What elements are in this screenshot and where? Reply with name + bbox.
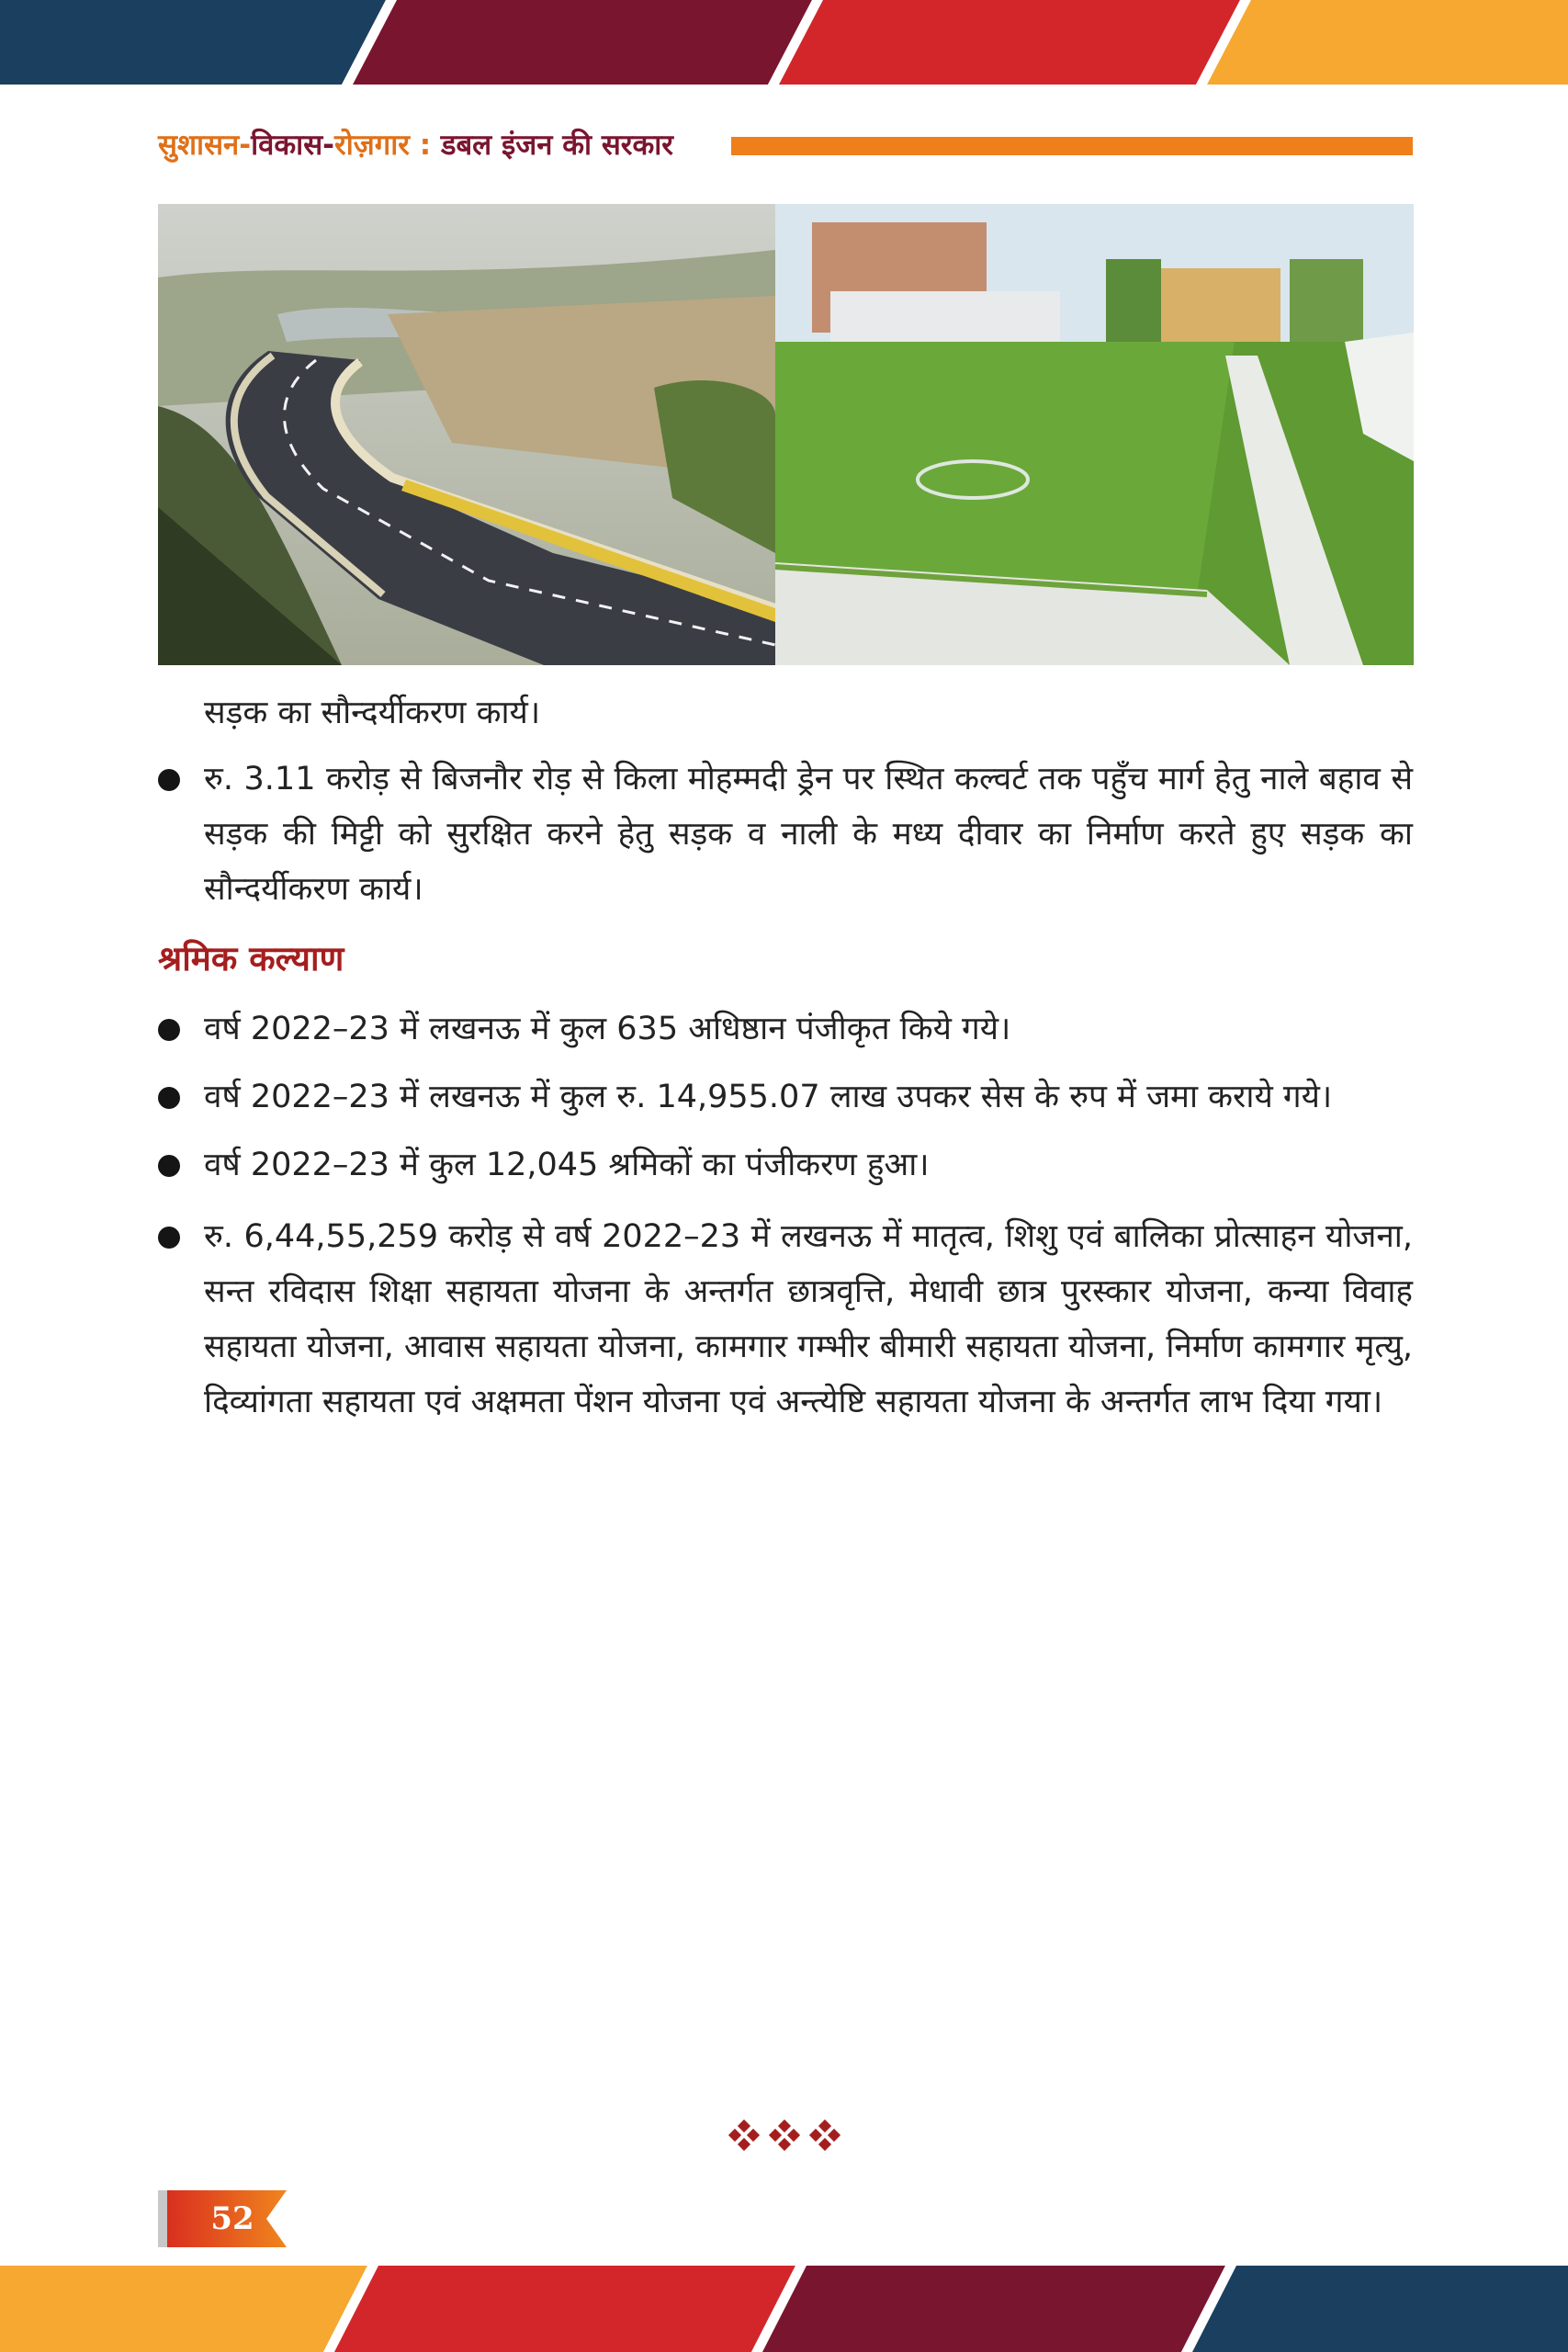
filled-circle-icon bbox=[158, 1019, 180, 1041]
list-item-text: वर्ष 2022–23 में लखनऊ में कुल रु. 14,955.07 लाख उपकर सेस के रुप में जमा कराये गये। bbox=[204, 1079, 1333, 1115]
running-header bbox=[158, 125, 1413, 165]
continuation-text: सड़क का सौन्दर्यीकरण कार्य। bbox=[204, 695, 541, 731]
bottom-color-band bbox=[0, 2266, 1568, 2352]
header-title-rozgar: रोज़गार : bbox=[334, 129, 441, 162]
filled-circle-icon bbox=[158, 769, 180, 791]
top-color-band bbox=[0, 0, 1568, 85]
section-heading-shramik-kalyan: श्रमिक कल्याण bbox=[158, 939, 344, 978]
photo-elevated-road bbox=[158, 204, 775, 665]
page-number: 52 bbox=[210, 2200, 254, 2237]
header-title-sushasan: सुशासन- bbox=[158, 129, 252, 162]
filled-circle-icon bbox=[158, 1155, 180, 1177]
header-title-vikas: विकास- bbox=[251, 129, 335, 162]
list-item-text: रु. 3.11 करोड़ से बिजनौर रोड़ से किला मोहम्मदी ड्रेन पर स्थित कल्वर्ट तक पहुँच मार्ग हेतु नाले बहाव से सड़क की मिट्टी को सुरक्षित करने हेतु सड़क व नाली के मध्य दीवार का निर्माण करते हुए सड़क का सौन्दर्यीकरण कार्य। bbox=[204, 761, 1413, 908]
header-title bbox=[158, 125, 673, 165]
header-title-sarkar: डबल इंजन की सरकार bbox=[440, 129, 673, 162]
list-item-text: वर्ष 2022–23 में लखनऊ में कुल 635 अधिष्ठान पंजीकृत किये गये। bbox=[204, 1011, 1011, 1047]
filled-circle-icon bbox=[158, 1087, 180, 1109]
filled-circle-icon bbox=[158, 1227, 180, 1249]
list-item-text: रु. 6,44,55,259 करोड़ से वर्ष 2022–23 में लखनऊ में मातृत्व, शिशु एवं बालिका प्रोत्साहन योजना, सन्त रविदास शिक्षा सहायता योजना के अन्तर्गत छात्रवृत्ति, मेधावी छात्र पुरस्कार योजना, कन्या विवाह सहायता योजना, आवास सहायता योजना, कामगार गम्भीर बीमारी सहायता योजना, निर्माण कामगार मृत्यु, दिव्यांगता सहायता एवं अक्षमता पेंशन योजना एवं अन्त्येष्टि सहायता योजना के अन्तर्गत लाभ दिया गया। bbox=[204, 1218, 1413, 1420]
list-item-text: वर्ष 2022–23 में कुल 12,045 श्रमिकों का पंजीकरण हुआ। bbox=[204, 1147, 930, 1183]
diamond-cluster-icon bbox=[724, 2113, 845, 2157]
photo-green-lawn bbox=[775, 204, 1414, 665]
header-rule bbox=[731, 137, 1413, 155]
